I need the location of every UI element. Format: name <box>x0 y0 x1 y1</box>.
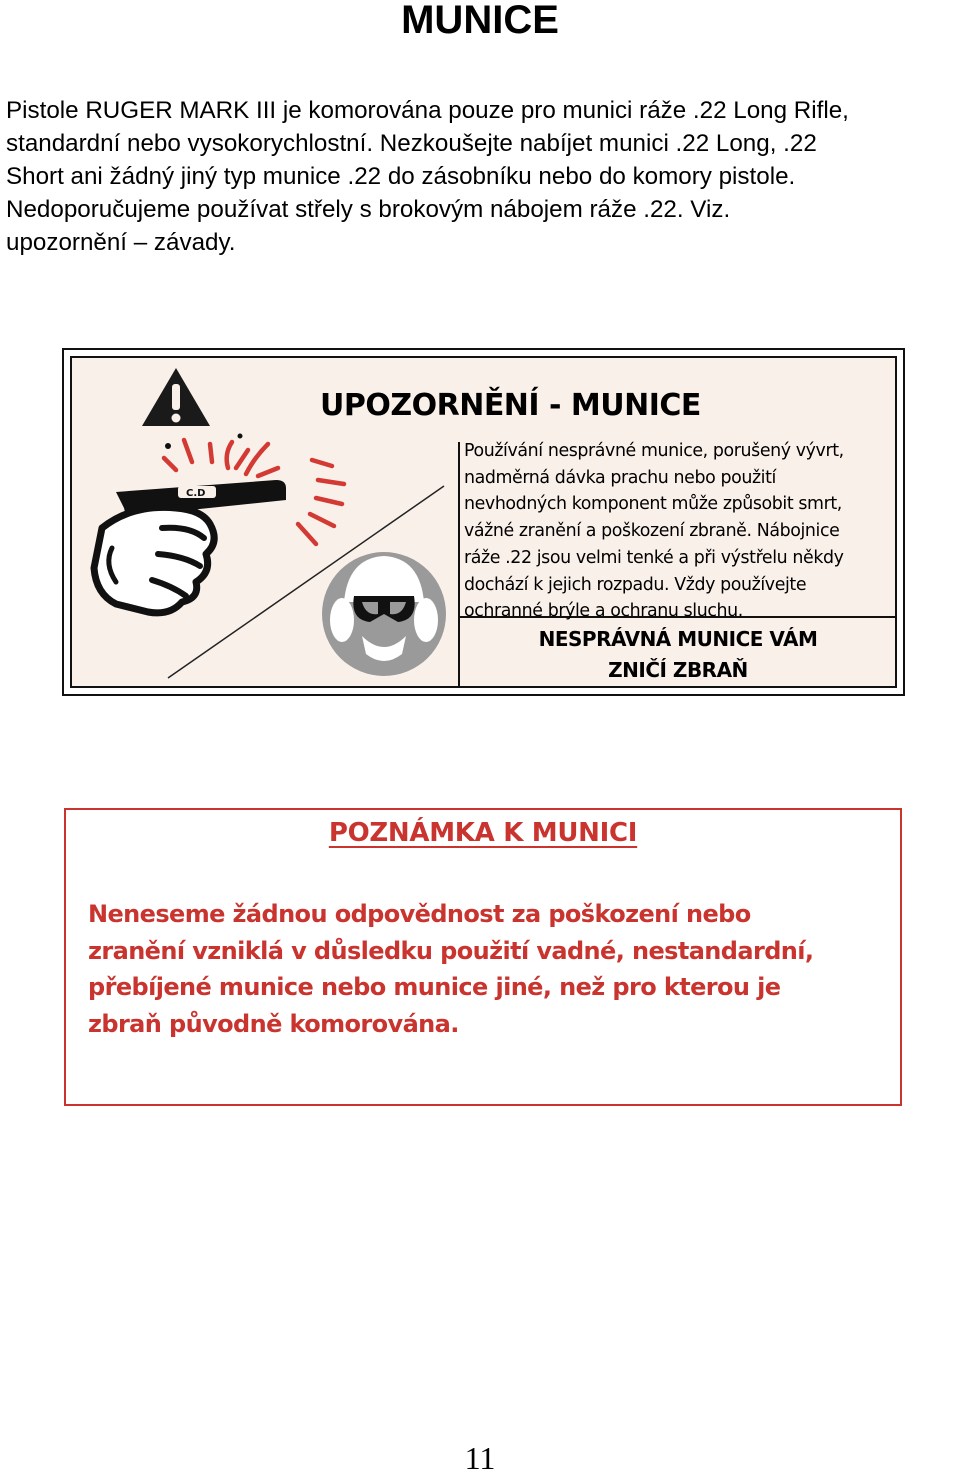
note-title-text: POZNÁMKA K MUNICI <box>328 818 638 848</box>
intro-line: standardní nebo vysokorychlostní. Nezkoušejte nabíjet munici .22 Long, .22 <box>6 130 817 157</box>
ammunition-note-box <box>64 808 902 1106</box>
warning-body <box>464 438 897 625</box>
warning-title: UPOZORNĚNÍ - MUNICE <box>320 388 701 423</box>
warning-body-line: dochází k jejich rozpadu. Vždy používejte <box>464 574 807 595</box>
intro-line: Pistole RUGER MARK III je komorována pouze pro munici ráže .22 Long Rifle, <box>6 97 849 124</box>
warning-body-line: ochranné brýle a ochranu sluchu. <box>464 601 743 622</box>
warning-triangle-icon <box>142 368 210 426</box>
intro-line: Nedoporučujeme používat střely s brokovým nábojem ráže .22. Viz. <box>6 196 731 223</box>
gun-marking: C.D <box>186 488 206 499</box>
page-number: 11 <box>464 1440 496 1476</box>
note-body-line: Neneseme žádnou odpovědnost za poškození nebo <box>88 900 751 928</box>
intro-paragraph <box>6 94 956 259</box>
warning-body-line: nadměrná dávka prachu nebo použití <box>464 467 776 488</box>
warning-footer-line: ZNIČÍ ZBRAŇ <box>608 658 748 682</box>
warning-body-line: Používání nesprávné munice, porušený vývrt, <box>464 441 844 461</box>
note-body-line: zranění vzniklá v důsledku použití vadné, nestandardní, <box>88 936 814 965</box>
note-title <box>66 818 900 848</box>
eye-ear-protection-icon <box>322 552 446 676</box>
warning-footer-line: NESPRÁVNÁ MUNICE VÁM <box>538 627 818 651</box>
hand-icon <box>94 507 214 612</box>
intro-line: upozornění – závady. <box>6 229 236 256</box>
note-body-line: přebíjené munice nebo munice jiné, než pro kterou je <box>88 973 781 1001</box>
warning-footer <box>460 624 896 686</box>
note-body-line: zbraň původně komorována. <box>88 1009 459 1038</box>
ammunition-warning-label <box>62 348 905 696</box>
warning-body-line: ráže .22 jsou velmi tenké a při výstřelu někdy <box>464 547 844 568</box>
warning-body-line: nevhodných komponent může způsobit smrt, <box>464 494 842 515</box>
intro-line: Short ani žádný jiný typ munice .22 do zásobníku nebo do komory pistole. <box>6 163 796 190</box>
warning-label-panel <box>70 356 897 688</box>
page-title: MUNICE <box>401 0 559 42</box>
warning-body-line: vážné zranění a poškození zbraně. Nábojnice <box>464 521 840 542</box>
note-body <box>88 896 888 1042</box>
